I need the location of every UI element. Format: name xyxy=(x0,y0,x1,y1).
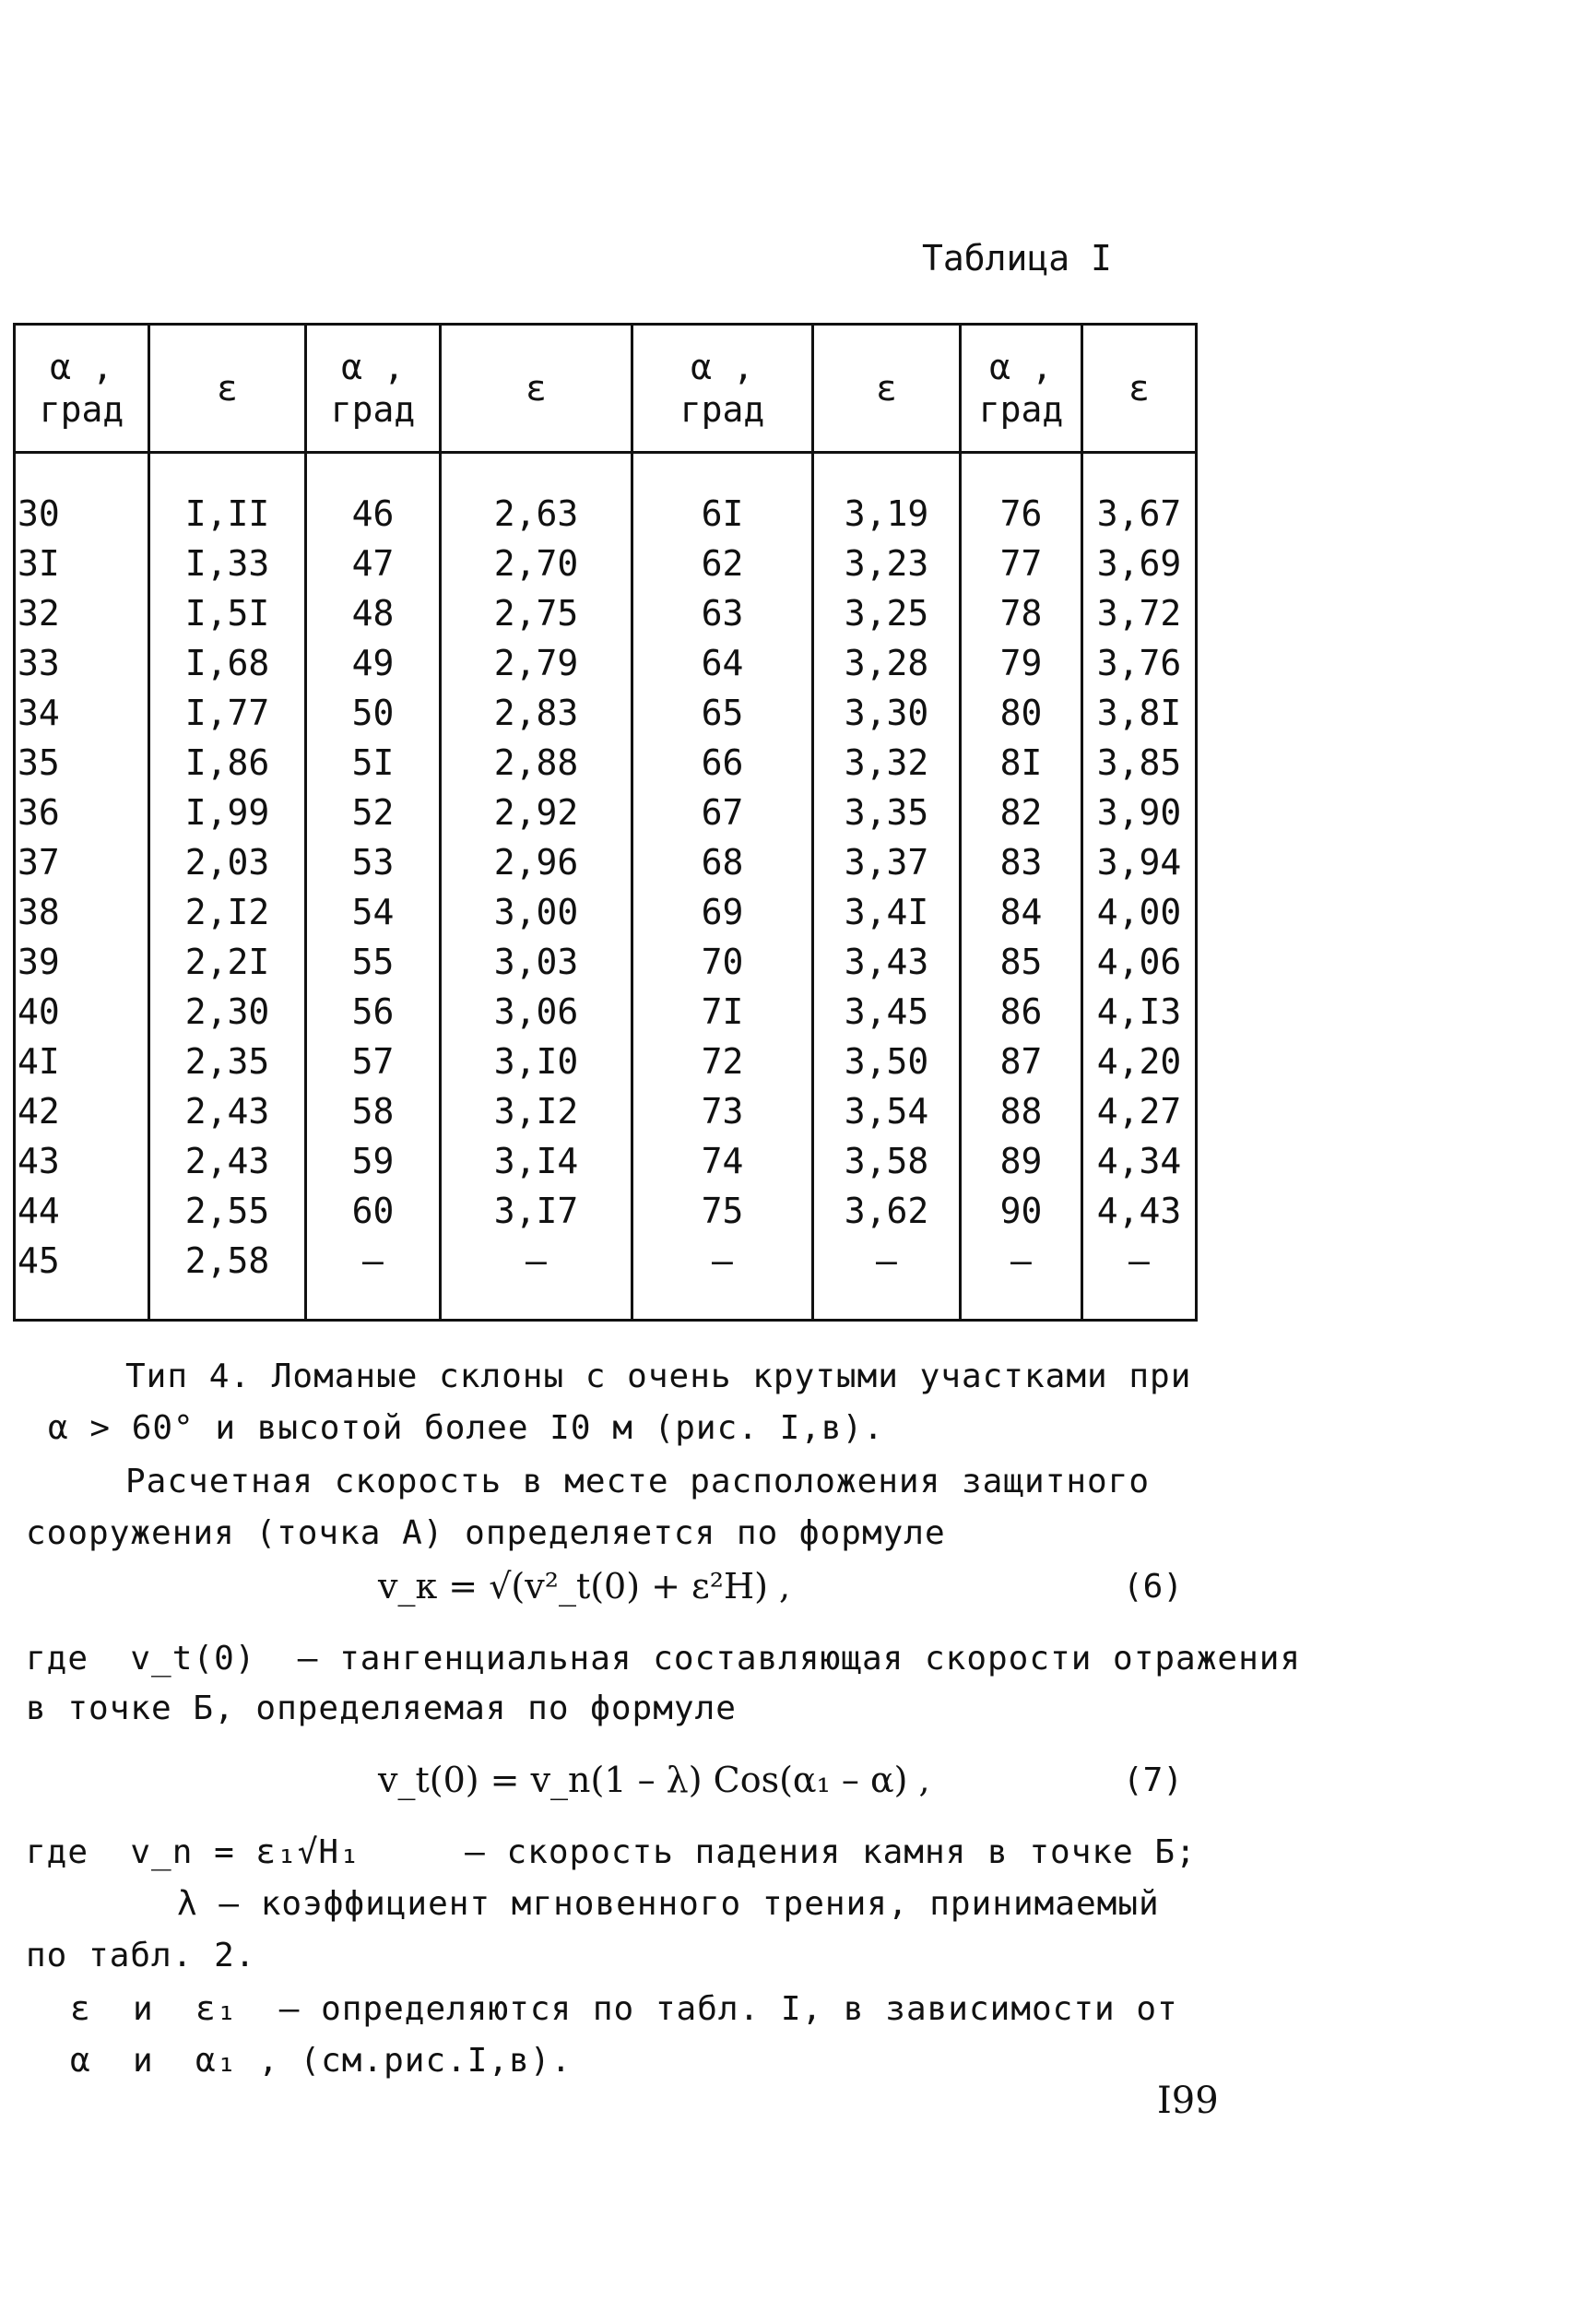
para-type4-line1: Тип 4. Ломаные склоны с очень крутыми участками при xyxy=(125,1358,1192,1395)
cell-angle: 35 xyxy=(15,738,149,788)
cell-angle: 37 xyxy=(15,837,149,887)
cell-epsilon: 2,43 xyxy=(149,1136,306,1186)
cell-epsilon: 2,43 xyxy=(149,1086,306,1136)
cell-angle: 54 xyxy=(306,887,441,937)
cell-angle: 8I xyxy=(961,738,1082,788)
cell-epsilon: – xyxy=(813,1236,961,1286)
table-row xyxy=(15,1236,1197,1286)
cell-epsilon: 3,54 xyxy=(813,1086,961,1136)
formula-7: v_t(0) = v_n(1 – λ) Cos(α₁ – α) , xyxy=(378,1760,930,1800)
cell-angle: 56 xyxy=(306,987,441,1037)
cell-epsilon: 3,32 xyxy=(813,738,961,788)
cell-epsilon: 3,37 xyxy=(813,837,961,887)
cell-epsilon: I,99 xyxy=(149,788,306,837)
cell-epsilon: 2,30 xyxy=(149,987,306,1037)
cell-angle: 85 xyxy=(961,937,1082,987)
cell-angle: 38 xyxy=(15,887,149,937)
table-header xyxy=(15,325,1197,453)
cell-angle: 74 xyxy=(632,1136,813,1186)
cell-angle: 46 xyxy=(306,489,441,539)
table-row xyxy=(15,1186,1197,1236)
cell-angle: 72 xyxy=(632,1037,813,1086)
cell-angle: 78 xyxy=(961,588,1082,638)
cell-angle: 45 xyxy=(15,1236,149,1286)
cell-angle: 50 xyxy=(306,688,441,738)
header-angle: α , град xyxy=(632,325,813,453)
cell-epsilon: 3,I4 xyxy=(441,1136,632,1186)
cell-epsilon: 2,88 xyxy=(441,738,632,788)
header-angle: α , град xyxy=(961,325,1082,453)
cell-angle: 90 xyxy=(961,1186,1082,1236)
table-row xyxy=(15,937,1197,987)
formula-6: v_к = √(v²_t(0) + ε²H) , xyxy=(378,1566,791,1607)
cell-angle: 77 xyxy=(961,539,1082,588)
cell-angle: 69 xyxy=(632,887,813,937)
cell-epsilon: 4,06 xyxy=(1082,937,1197,987)
cell-epsilon: 3,90 xyxy=(1082,788,1197,837)
cell-epsilon: 4,27 xyxy=(1082,1086,1197,1136)
cell-epsilon: 2,79 xyxy=(441,638,632,688)
para-epsilon-line2: α и α₁ , (см.рис.I,в). xyxy=(70,2042,573,2080)
table-row xyxy=(15,738,1197,788)
cell-angle: 89 xyxy=(961,1136,1082,1186)
cell-epsilon: 3,62 xyxy=(813,1186,961,1236)
cell-angle: 40 xyxy=(15,987,149,1037)
cell-angle: 30 xyxy=(15,489,149,539)
cell-angle: 48 xyxy=(306,588,441,638)
cell-epsilon: 2,35 xyxy=(149,1037,306,1086)
cell-epsilon: 4,34 xyxy=(1082,1136,1197,1186)
page-number: I99 xyxy=(1157,2080,1219,2122)
cell-angle: 3I xyxy=(15,539,149,588)
cell-epsilon: I,33 xyxy=(149,539,306,588)
cell-epsilon: 3,58 xyxy=(813,1136,961,1186)
cell-epsilon: I,77 xyxy=(149,688,306,738)
table-caption: Таблица I xyxy=(922,238,1112,279)
cell-angle: 5I xyxy=(306,738,441,788)
cell-angle: 53 xyxy=(306,837,441,887)
cell-angle: 62 xyxy=(632,539,813,588)
equation-number-7: (7) xyxy=(1123,1761,1184,1799)
cell-epsilon: 3,8I xyxy=(1082,688,1197,738)
cell-epsilon: 3,28 xyxy=(813,638,961,688)
cell-epsilon: 2,83 xyxy=(441,688,632,738)
table-row xyxy=(15,489,1197,539)
header-angle: α , град xyxy=(306,325,441,453)
cell-angle: 6I xyxy=(632,489,813,539)
cell-angle: 36 xyxy=(15,788,149,837)
cell-epsilon: 2,92 xyxy=(441,788,632,837)
cell-epsilon: I,86 xyxy=(149,738,306,788)
cell-epsilon: 3,I0 xyxy=(441,1037,632,1086)
cell-epsilon: 3,35 xyxy=(813,788,961,837)
cell-angle: 43 xyxy=(15,1136,149,1186)
cell-epsilon: I,5I xyxy=(149,588,306,638)
data-table xyxy=(13,323,1198,1322)
cell-angle: 63 xyxy=(632,588,813,638)
cell-epsilon: 2,63 xyxy=(441,489,632,539)
para-fall-speed-line1: где v_n = ε₁√H₁ – скорость падения камня в точке Б; xyxy=(26,1833,1197,1871)
cell-epsilon: 3,30 xyxy=(813,688,961,738)
header-angle: α , град xyxy=(15,325,149,453)
cell-epsilon: 3,03 xyxy=(441,937,632,987)
cell-angle: 87 xyxy=(961,1037,1082,1086)
cell-epsilon: 4,20 xyxy=(1082,1037,1197,1086)
cell-epsilon: 3,85 xyxy=(1082,738,1197,788)
cell-epsilon: 3,45 xyxy=(813,987,961,1037)
cell-epsilon: 3,I7 xyxy=(441,1186,632,1236)
cell-epsilon: 3,4I xyxy=(813,887,961,937)
header-epsilon: ε xyxy=(1082,325,1197,453)
cell-angle: 83 xyxy=(961,837,1082,887)
cell-epsilon: 3,67 xyxy=(1082,489,1197,539)
table-row xyxy=(15,837,1197,887)
cell-epsilon: 2,I2 xyxy=(149,887,306,937)
table-row xyxy=(15,688,1197,738)
cell-angle: 76 xyxy=(961,489,1082,539)
para-speed-line2: сооружения (точка А) определяется по формуле xyxy=(26,1514,946,1552)
cell-angle: 80 xyxy=(961,688,1082,738)
cell-angle: 64 xyxy=(632,638,813,688)
cell-epsilon: 3,50 xyxy=(813,1037,961,1086)
cell-angle: 65 xyxy=(632,688,813,738)
para-tangential-line2: в точке Б, определяемая по формуле xyxy=(26,1690,737,1727)
cell-angle: 7I xyxy=(632,987,813,1037)
para-speed-line1: Расчетная скорость в месте расположения защитного xyxy=(125,1463,1151,1500)
cell-epsilon: I,II xyxy=(149,489,306,539)
cell-epsilon: 2,75 xyxy=(441,588,632,638)
cell-epsilon: 4,00 xyxy=(1082,887,1197,937)
cell-angle: 68 xyxy=(632,837,813,887)
cell-epsilon: – xyxy=(441,1236,632,1286)
cell-epsilon: 4,I3 xyxy=(1082,987,1197,1037)
cell-angle: – xyxy=(961,1236,1082,1286)
para-type4-line2: α > 60° и высотой более I0 м (рис. I,в). xyxy=(48,1409,884,1447)
cell-angle: 66 xyxy=(632,738,813,788)
cell-angle: 88 xyxy=(961,1086,1082,1136)
cell-epsilon: – xyxy=(1082,1236,1197,1286)
cell-angle: 75 xyxy=(632,1186,813,1236)
cell-epsilon: 4,43 xyxy=(1082,1186,1197,1236)
cell-angle: 4I xyxy=(15,1037,149,1086)
cell-angle: 86 xyxy=(961,987,1082,1037)
cell-epsilon: 3,94 xyxy=(1082,837,1197,887)
cell-epsilon: 3,72 xyxy=(1082,588,1197,638)
cell-angle: 47 xyxy=(306,539,441,588)
cell-epsilon: 2,58 xyxy=(149,1236,306,1286)
table-row xyxy=(15,539,1197,588)
table-row xyxy=(15,588,1197,638)
cell-angle: 49 xyxy=(306,638,441,688)
cell-angle: – xyxy=(306,1236,441,1286)
para-fall-speed-line2: λ – коэффициент мгновенного трения, принимаемый xyxy=(177,1885,1160,1923)
cell-epsilon: 2,70 xyxy=(441,539,632,588)
table-row xyxy=(15,1086,1197,1136)
cell-epsilon: I,68 xyxy=(149,638,306,688)
cell-angle: 44 xyxy=(15,1186,149,1236)
cell-angle: 59 xyxy=(306,1136,441,1186)
cell-angle: 42 xyxy=(15,1086,149,1136)
cell-angle: 39 xyxy=(15,937,149,987)
cell-angle: 82 xyxy=(961,788,1082,837)
cell-angle: 55 xyxy=(306,937,441,987)
para-tangential-line1: где v_t(0) – тангенциальная составляющая скорости отражения xyxy=(26,1640,1302,1678)
table-row xyxy=(15,987,1197,1037)
para-fall-speed-line3: по табл. 2. xyxy=(26,1937,256,1974)
cell-epsilon: 2,03 xyxy=(149,837,306,887)
table-row xyxy=(15,788,1197,837)
cell-angle: – xyxy=(632,1236,813,1286)
table-row xyxy=(15,638,1197,688)
cell-angle: 60 xyxy=(306,1186,441,1236)
cell-epsilon: 3,76 xyxy=(1082,638,1197,688)
cell-epsilon: 3,69 xyxy=(1082,539,1197,588)
table-body xyxy=(15,453,1197,1321)
para-epsilon-line1: ε и ε₁ – определяются по табл. I, в зависимости от xyxy=(70,1990,1178,2028)
cell-angle: 70 xyxy=(632,937,813,987)
cell-angle: 67 xyxy=(632,788,813,837)
cell-epsilon: 2,96 xyxy=(441,837,632,887)
table-row xyxy=(15,1037,1197,1086)
cell-epsilon: 3,25 xyxy=(813,588,961,638)
header-epsilon: ε xyxy=(149,325,306,453)
cell-epsilon: 3,06 xyxy=(441,987,632,1037)
cell-epsilon: 3,43 xyxy=(813,937,961,987)
cell-angle: 57 xyxy=(306,1037,441,1086)
header-epsilon: ε xyxy=(441,325,632,453)
cell-angle: 79 xyxy=(961,638,1082,688)
cell-angle: 58 xyxy=(306,1086,441,1136)
table-row xyxy=(15,887,1197,937)
cell-epsilon: 2,55 xyxy=(149,1186,306,1236)
equation-number-6: (6) xyxy=(1123,1568,1184,1606)
cell-epsilon: 3,19 xyxy=(813,489,961,539)
cell-epsilon: 3,I2 xyxy=(441,1086,632,1136)
cell-angle: 33 xyxy=(15,638,149,688)
cell-angle: 84 xyxy=(961,887,1082,937)
table-row xyxy=(15,1136,1197,1186)
cell-angle: 32 xyxy=(15,588,149,638)
cell-epsilon: 2,2I xyxy=(149,937,306,987)
cell-angle: 73 xyxy=(632,1086,813,1136)
cell-epsilon: 3,23 xyxy=(813,539,961,588)
cell-epsilon: 3,00 xyxy=(441,887,632,937)
header-epsilon: ε xyxy=(813,325,961,453)
cell-angle: 52 xyxy=(306,788,441,837)
cell-angle: 34 xyxy=(15,688,149,738)
